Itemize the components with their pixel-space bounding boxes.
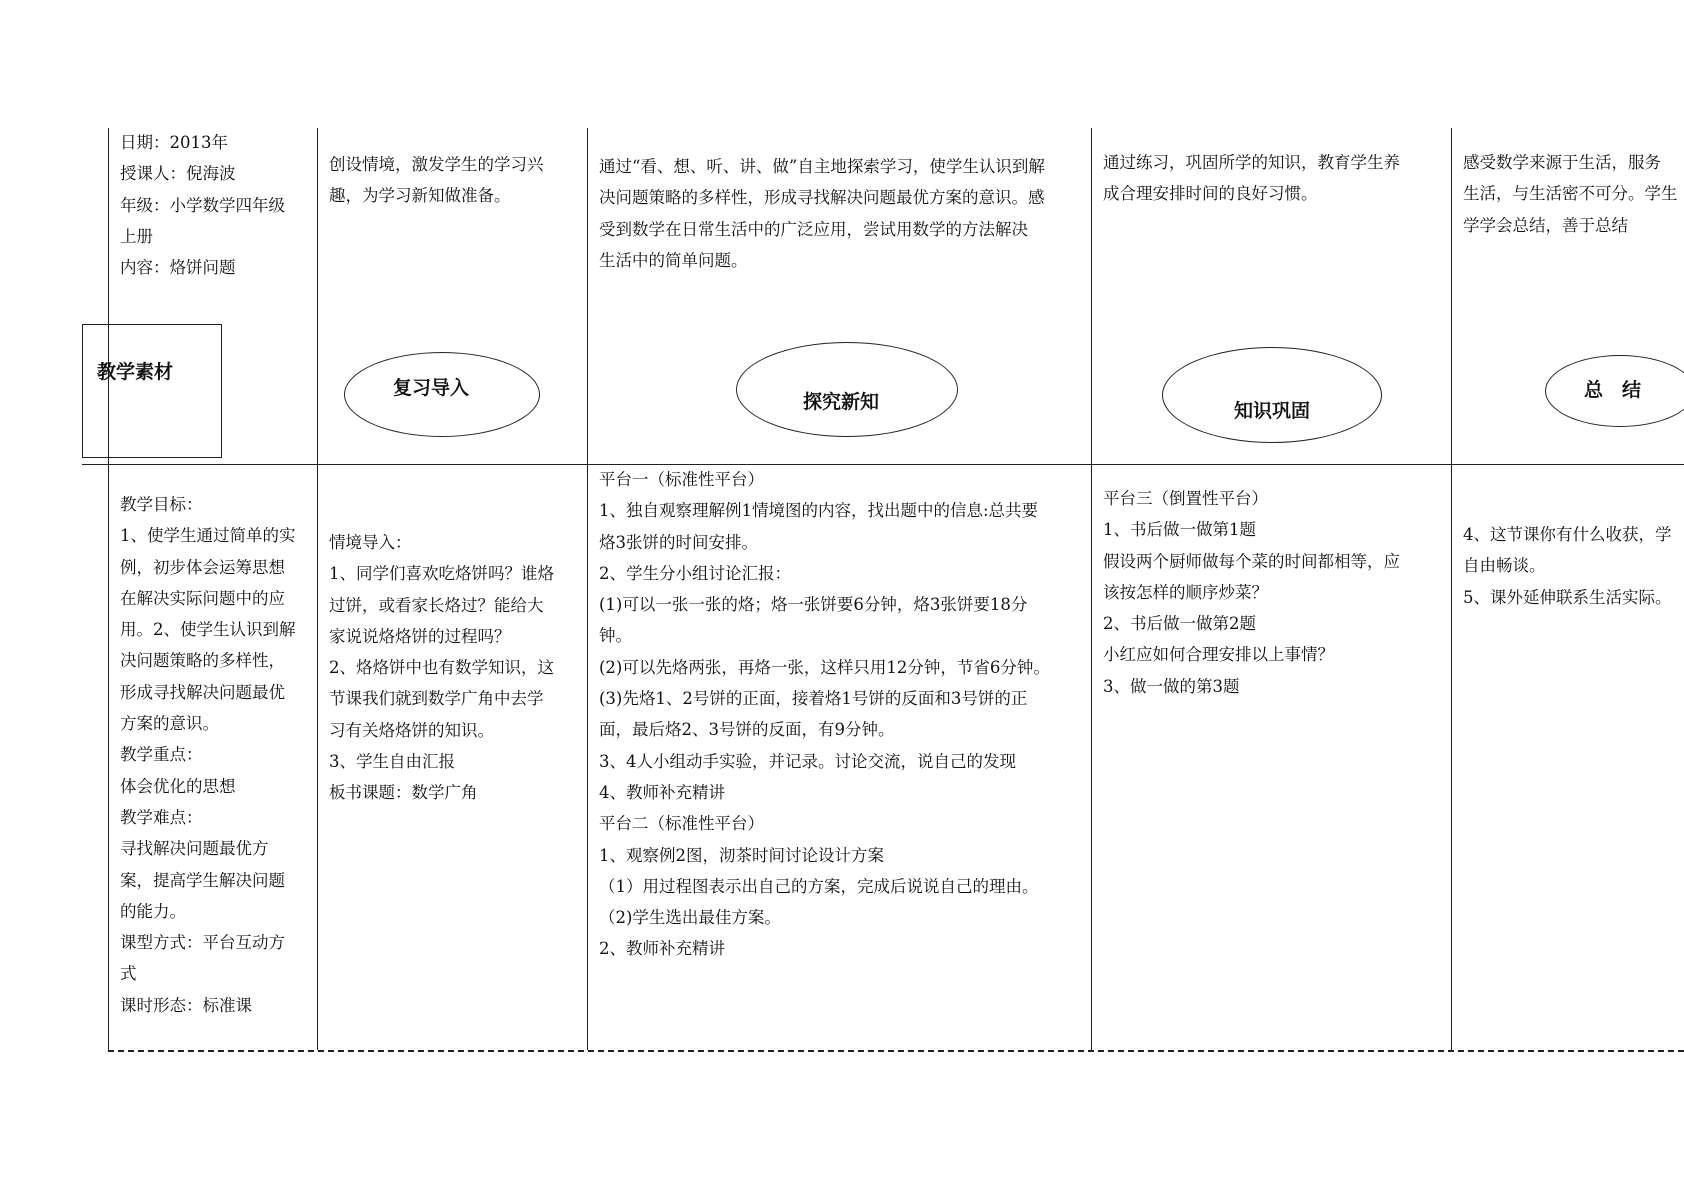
text-line: 决问题策略的多样性， (120, 651, 285, 671)
text-line: 1、同学们喜欢吃烙饼吗？谁烙 (329, 564, 554, 584)
text-line: 面，最后烙2、3号饼的反面，有9分钟。 (599, 720, 895, 740)
text-line: 4、教师补充精讲 (599, 782, 725, 802)
text-line: 平台二（标准性平台） (599, 814, 764, 834)
text-line: 1、书后做一做第1题 (1103, 520, 1256, 540)
text-line: 课时形态：标准课 (120, 995, 252, 1015)
column-divider-4 (1091, 128, 1092, 1050)
text-line: (2)可以先烙两张，再烙一张，这样只用12分钟，节省6分钟。 (599, 657, 1050, 677)
text-line: 平台一（标准性平台） (599, 470, 764, 489)
review-goal (329, 149, 584, 212)
text-line: 在解决实际问题中的应 (120, 588, 285, 608)
text-line: 假设两个厨师做每个菜的时间都相等，应 (1103, 551, 1400, 571)
consolidate-oval-label: 知识巩固 (1233, 399, 1310, 422)
teaching-objectives (120, 489, 315, 1021)
text-line: 教学重点： (120, 745, 203, 765)
text-line: 寻找解决问题最优方 (120, 839, 269, 859)
text-line: 教学难点： (120, 807, 203, 827)
content-text: 内容：烙饼问题 (120, 258, 236, 278)
explore-oval (736, 342, 958, 437)
platform-three (1103, 483, 1448, 702)
summary-oval-label: 总 结 (1584, 378, 1642, 401)
text-line: 2、教师补充精讲 (599, 939, 725, 959)
text-line: （1）用过程图表示出自己的方案，完成后说说自己的理由。 (599, 876, 1039, 896)
text-line: 3、4人小组动手实验，并记录。讨论交流，说自己的发现 (599, 751, 1016, 771)
text-line: 成合理安排时间的良好习惯。 (1103, 184, 1318, 204)
text-line: 案，提高学生解决问题 (120, 870, 285, 890)
text-line: 3、学生自由汇报 (329, 752, 455, 772)
explore-oval-label: 探究新知 (802, 391, 879, 413)
column-divider-5 (1451, 128, 1452, 1050)
text-line: 平台三（倒置性平台） (1103, 489, 1268, 508)
review-oval (344, 352, 540, 437)
text-line: 钟。 (599, 626, 632, 646)
text-line: (3)先烙1、2号饼的正面，接着烙1号饼的反面和3号饼的正 (599, 689, 1028, 709)
text-line: 受到数学在日常生活中的广泛应用，尝试用数学的方法解决 (599, 219, 1028, 239)
text-line: 家说说烙烙饼的过程吗？ (329, 626, 511, 646)
text-line: 通过“看、想、听、讲、做”自主地探索学习，使学生认识到解 (599, 157, 1045, 176)
text-line: 形成寻找解决问题最优 (120, 682, 285, 702)
text-line: 趣，为学习新知做准备。 (329, 186, 511, 206)
text-line: 3、做一做的第3题 (1103, 676, 1240, 696)
text-line: 方案的意识。 (120, 714, 219, 734)
text-line: 式 (120, 964, 137, 984)
text-line: 通过练习，巩固所学的知识，教育学生养 (1103, 153, 1400, 172)
grade-text-cont: 上册 (120, 226, 153, 246)
text-line: 2、学生分小组讨论汇报： (599, 563, 791, 583)
consolidate-oval (1162, 347, 1382, 443)
text-line: (1)可以一张一张的烙；烙一张饼要6分钟，烙3张饼要18分 (599, 595, 1028, 615)
text-line: （2)学生选出最佳方案。 (599, 908, 781, 928)
column-divider-1 (108, 128, 109, 1050)
text-line: 决问题策略的多样性，形成寻找解决问题最优方案的意识。感 (599, 188, 1045, 208)
text-line: 自由畅谈。 (1463, 556, 1546, 576)
situation-intro (329, 527, 584, 809)
teaching-materials-label: 教学素材 (97, 361, 174, 383)
text-line: 例，初步体会运筹思想 (120, 557, 285, 577)
text-line: 1、观察例2图，沏茶时间讨论设计方案 (599, 845, 884, 865)
text-line: 课型方式：平台互动方 (120, 933, 285, 953)
text-line: 板书课题：数学广角 (329, 783, 478, 803)
text-line: 教学目标： (120, 495, 203, 514)
text-line: 情境导入： (329, 533, 412, 552)
text-line: 5、课外延伸联系生活实际。 (1463, 587, 1672, 607)
text-line: 生活中的简单问题。 (599, 250, 748, 270)
text-line: 过饼，或看家长烙过？能给大 (329, 595, 544, 615)
text-line: 烙3张饼的时间安排。 (599, 532, 758, 552)
text-line: 该按怎样的顺序炒菜？ (1103, 582, 1268, 602)
text-line: 学学会总结，善于总结 (1463, 215, 1628, 235)
text-line: 1、独自观察理解例1情境图的内容，找出题中的信息:总共要 (599, 501, 1039, 521)
text-line: 体会优化的思想 (120, 776, 236, 796)
lesson-info (120, 127, 315, 283)
text-line: 节课我们就到数学广角中去学 (329, 689, 544, 709)
grade-text: 年级：小学数学四年级 (120, 195, 285, 215)
platform-one-two (599, 464, 1089, 965)
text-line: 的能力。 (120, 901, 186, 921)
text-line: 生活，与生活密不可分。学生 (1463, 184, 1678, 204)
column-divider-3 (587, 128, 588, 1050)
summary-activities (1463, 519, 1684, 613)
text-line: 1、使学生通过简单的实 (120, 526, 296, 546)
text-line: 2、书后做一做第2题 (1103, 614, 1256, 634)
teacher-text: 授课人：倪海波 (120, 164, 236, 184)
teaching-materials-box (82, 324, 222, 458)
text-line: 感受数学来源于生活，服务 (1463, 153, 1661, 172)
explore-goal (599, 151, 1089, 276)
text-line: 2、烙烙饼中也有数学知识，这 (329, 658, 554, 678)
summary-oval (1545, 355, 1684, 427)
bottom-dashed-border (108, 1050, 1684, 1052)
review-oval-label: 复习导入 (392, 377, 469, 399)
summary-goal (1463, 147, 1684, 241)
consolidate-goal (1103, 147, 1448, 210)
text-line: 创设情境，激发学生的学习兴 (329, 155, 544, 174)
text-line: 用。2、使学生认识到解 (120, 620, 296, 640)
text-line: 习有关烙烙饼的知识。 (329, 720, 494, 740)
text-line: 4、这节课你有什么收获，学 (1463, 525, 1672, 544)
date-text: 日期：2013年 (120, 133, 228, 152)
text-line: 小红应如何合理安排以上事情？ (1103, 645, 1334, 665)
column-divider-2 (317, 128, 318, 1050)
